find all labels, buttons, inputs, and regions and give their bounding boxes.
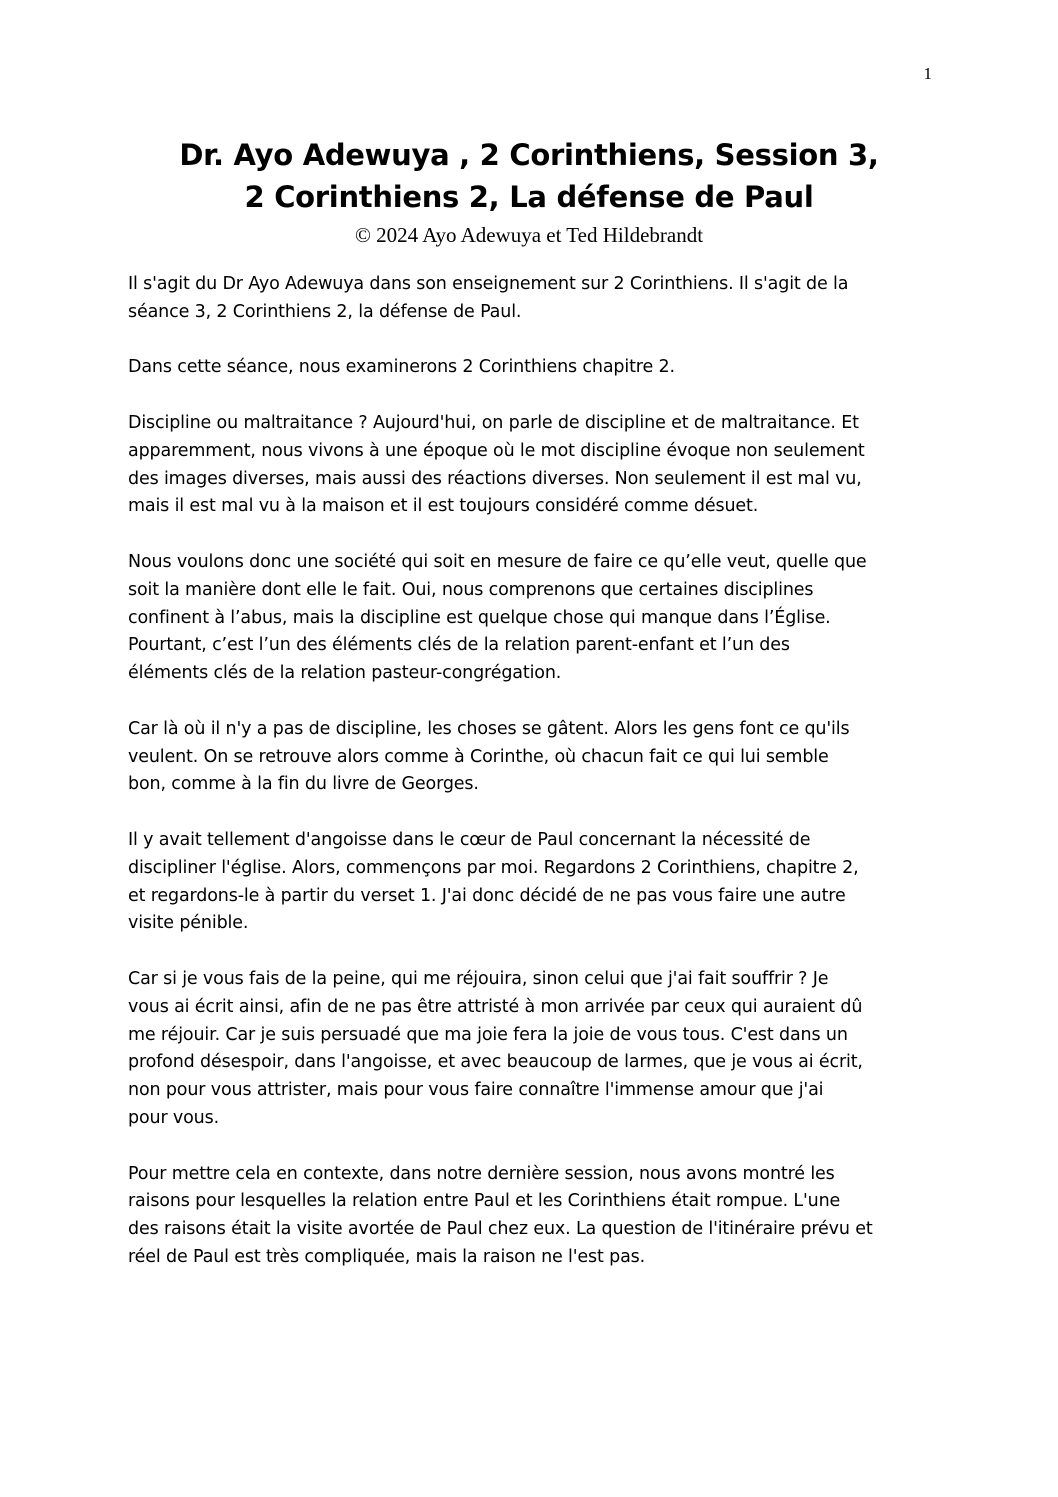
- text-line: vous ai écrit ainsi, afin de ne pas être attristé à mon arrivée par ceux qui auraient dû: [128, 996, 863, 1017]
- text-line: discipliner l'église. Alors, commençons par moi. Regardons 2 Corinthiens, chapitre 2,: [128, 857, 859, 878]
- text-line: visite pénible.: [128, 913, 249, 934]
- document-title: [100, 134, 958, 218]
- text-line: Discipline ou maltraitance ? Aujourd'hui, on parle de discipline et de maltraitance. Et: [128, 412, 859, 433]
- text-line: Pourtant, c’est l’un des éléments clés de la relation parent-enfant et l’un des: [128, 635, 790, 656]
- paragraph: [128, 1161, 940, 1272]
- title-line-1: Dr. Ayo Adewuya , 2 Corinthiens, Session 3,: [179, 138, 879, 172]
- text-line: Car si je vous fais de la peine, qui me réjouira, sinon celui que j'ai fait souffrir ? Je: [128, 968, 829, 989]
- text-line: Nous voulons donc une société qui soit en mesure de faire ce qu’elle veut, quelle que: [128, 551, 867, 572]
- text-line: me réjouir. Car je suis persuadé que ma joie fera la joie de vous tous. C'est dans un: [128, 1024, 848, 1045]
- text-line: séance 3, 2 Corinthiens 2, la défense de Paul.: [128, 301, 522, 322]
- paragraph: [128, 549, 940, 688]
- text-line: des images diverses, mais aussi des réactions diverses. Non seulement il est mal vu,: [128, 468, 862, 489]
- copyright-notice: © 2024 Ayo Adewuya et Ted Hildebrandt: [354, 223, 704, 247]
- paragraph: [128, 354, 940, 382]
- text-line: confinent à l’abus, mais la discipline est quelque chose qui manque dans l’Église.: [128, 607, 831, 628]
- text-line: pour vous.: [128, 1107, 219, 1128]
- text-line: Pour mettre cela en contexte, dans notre dernière session, nous avons montré les: [128, 1163, 835, 1184]
- text-line: et regardons-le à partir du verset 1. J'ai donc décidé de ne pas vous faire une autre: [128, 885, 846, 906]
- text-line: profond désespoir, dans l'angoisse, et avec beaucoup de larmes, que je vous ai écrit,: [128, 1052, 863, 1073]
- text-line: mais il est mal vu à la maison et il est toujours considéré comme désuet.: [128, 496, 759, 517]
- document-body: [128, 271, 940, 1299]
- paragraph: [128, 966, 940, 1133]
- text-line: Car là où il n'y a pas de discipline, les choses se gâtent. Alors les gens font ce qu'ils: [128, 718, 850, 739]
- page-number: 1: [923, 64, 932, 83]
- title-line-2: 2 Corinthiens 2, La défense de Paul: [244, 180, 814, 214]
- text-line: Il s'agit du Dr Ayo Adewuya dans son enseignement sur 2 Corinthiens. Il s'agit de la: [128, 274, 849, 294]
- text-line: veulent. On se retrouve alors comme à Corinthe, où chacun fait ce qui lui semble: [128, 746, 829, 767]
- text-line: Dans cette séance, nous examinerons 2 Corinthiens chapitre 2.: [128, 357, 675, 378]
- paragraph: [128, 271, 940, 327]
- text-line: Il y avait tellement d'angoisse dans le cœur de Paul concernant la nécessité de: [128, 829, 811, 850]
- paragraph: [128, 410, 940, 521]
- paragraph: [128, 827, 940, 938]
- paragraph: [128, 716, 940, 799]
- text-line: soit la manière dont elle le fait. Oui, nous comprenons que certaines disciplines: [128, 579, 814, 600]
- text-line: raisons pour lesquelles la relation entre Paul et les Corinthiens était rompue. L'une: [128, 1191, 841, 1212]
- text-line: réel de Paul est très compliquée, mais la raison ne l'est pas.: [128, 1246, 646, 1267]
- text-line: éléments clés de la relation pasteur-congrégation.: [128, 663, 562, 684]
- text-line: apparemment, nous vivons à une époque où le mot discipline évoque non seulement: [128, 440, 865, 461]
- text-line: non pour vous attrister, mais pour vous faire connaître l'immense amour que j'ai: [128, 1080, 824, 1101]
- text-line: bon, comme à la fin du livre de Georges.: [128, 774, 479, 795]
- text-line: des raisons était la visite avortée de Paul chez eux. La question de l'itinéraire prévu et: [128, 1219, 873, 1240]
